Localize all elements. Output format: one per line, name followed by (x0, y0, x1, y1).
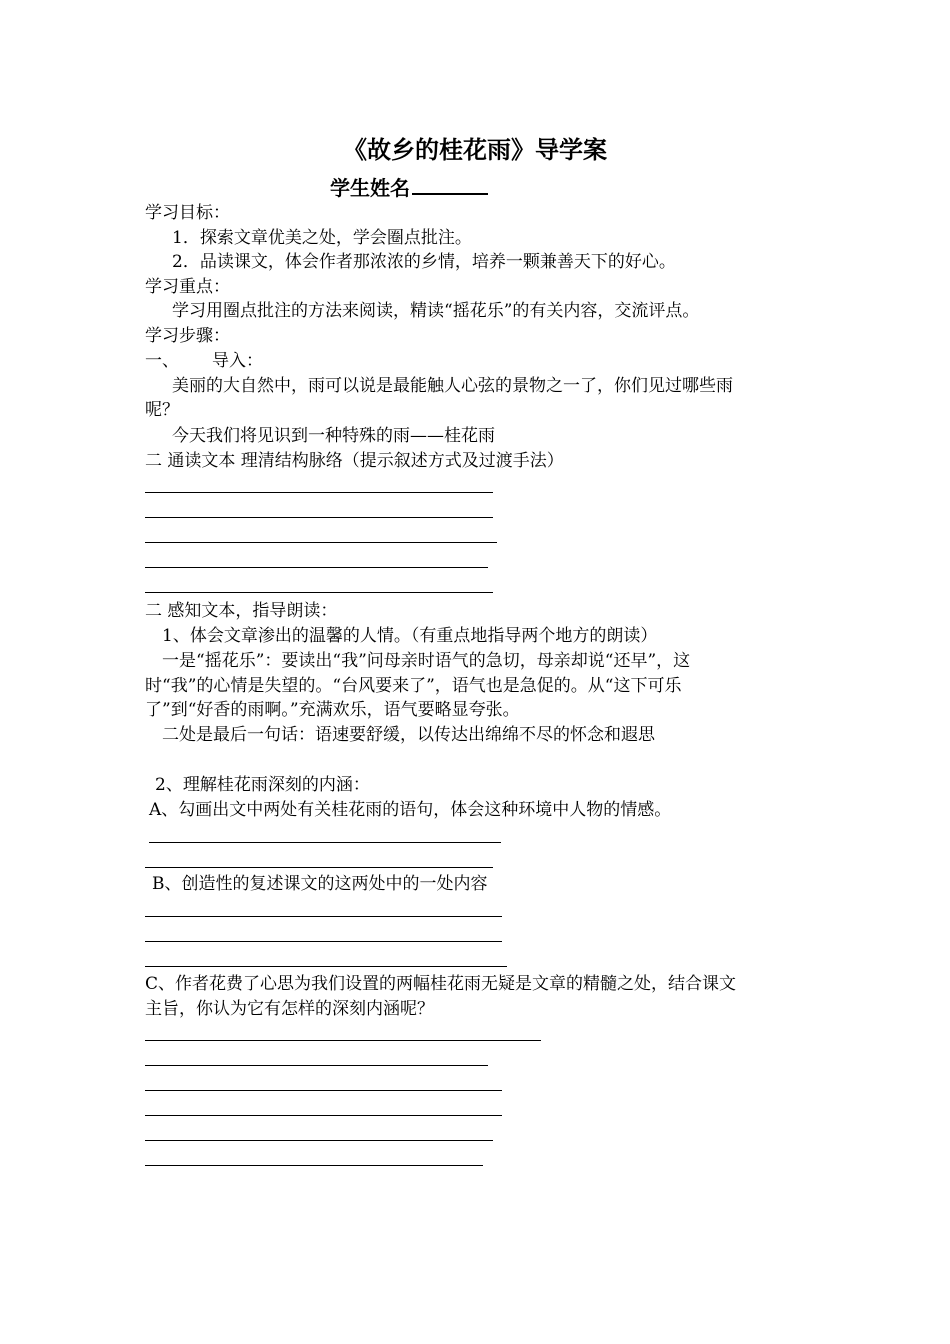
answer-line[interactable] (145, 1140, 493, 1141)
feel-paragraph-1-line-3: 了”到“好香的雨啊。”充满欢乐，语气要略显夸张。 (145, 700, 520, 720)
intro-line-3: 今天我们将见识到一种特殊的雨——桂花雨 (172, 426, 495, 446)
answer-line[interactable] (145, 916, 502, 917)
step2-heading: 二 通读文本 理清结构脉络（提示叙述方式及过渡手法） (145, 451, 564, 471)
focus-heading: 学习重点： (145, 277, 230, 297)
feel-paragraph-1-line-1: 一是“摇花乐”：要读出“我”问母亲时语气的急切，母亲却说“还早”，这 (162, 651, 691, 671)
step3-heading: 二 感知文本，指导朗读： (145, 601, 338, 621)
document-title: 《故乡的桂花雨》导学案 (343, 135, 607, 164)
task-c-line-1: C、作者花费了心思为我们设置的两幅桂花雨无疑是文章的精髓之处，结合课文 (145, 974, 737, 994)
steps-heading: 学习步骤： (145, 326, 230, 346)
goals-heading: 学习目标： (145, 203, 230, 223)
answer-line[interactable] (145, 966, 507, 967)
intro-line-2: 呢？ (145, 400, 179, 420)
student-name-label: 学生姓名 (330, 176, 410, 200)
answer-line[interactable] (145, 1090, 502, 1091)
student-name-field (330, 174, 488, 202)
task-a: A、勾画出文中两处有关桂花雨的语句，体会这种环境中人物的情感。 (149, 800, 672, 820)
goal-1: 1．探索文章优美之处，学会圈点批注。 (172, 228, 472, 248)
answer-line[interactable] (145, 1115, 502, 1116)
answer-line[interactable] (145, 867, 493, 868)
feel-paragraph-1-line-2: 时“我”的心情是失望的。“台风要来了”，语气也是急促的。从“这下可乐 (145, 676, 682, 696)
step1-number: 一、 (145, 351, 179, 371)
focus-text: 学习用圈点批注的方法来阅读，精读“摇花乐”的有关内容，交流评点。 (172, 301, 700, 321)
answer-line[interactable] (145, 1165, 483, 1166)
answer-line[interactable] (149, 842, 501, 843)
student-name-blank[interactable] (412, 175, 488, 195)
answer-line[interactable] (145, 592, 493, 593)
feel-item-1: 1、体会文章渗出的温馨的人情。（有重点地指导两个地方的朗读） (162, 626, 658, 646)
task-b: B、创造性的复述课文的这两处中的一处内容 (152, 874, 488, 894)
answer-line[interactable] (145, 542, 497, 543)
answer-line[interactable] (145, 1040, 541, 1041)
feel-paragraph-2: 二处是最后一句话：语速要舒缓，以传达出绵绵不尽的怀念和遐思 (162, 725, 655, 745)
understand-heading: 2、理解桂花雨深刻的内涵： (155, 775, 370, 795)
answer-line[interactable] (145, 492, 493, 493)
answer-line[interactable] (145, 941, 502, 942)
step1-label: 导入： (212, 351, 263, 371)
answer-line[interactable] (145, 517, 493, 518)
goal-2: 2．品读课文，体会作者那浓浓的乡情，培养一颗兼善天下的好心。 (172, 252, 676, 272)
task-c-line-2: 主旨，你认为它有怎样的深刻内涵呢？ (145, 999, 434, 1019)
answer-line[interactable] (145, 567, 488, 568)
intro-line-1: 美丽的大自然中，雨可以说是最能触人心弦的景物之一了，你们见过哪些雨 (172, 376, 733, 396)
answer-line[interactable] (145, 1065, 488, 1066)
